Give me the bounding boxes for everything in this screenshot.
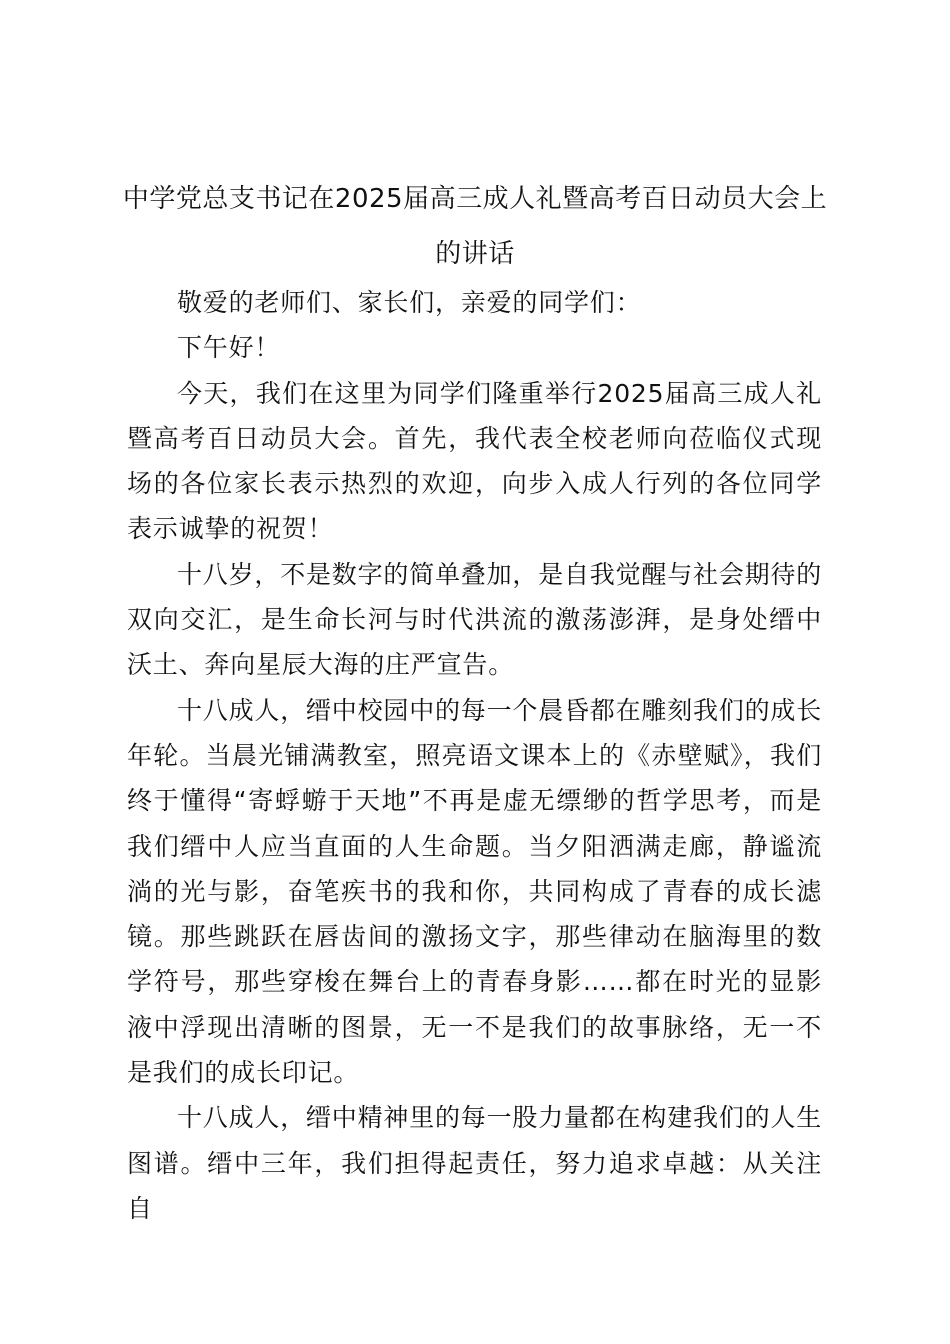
speech-title: 中学党总支书记在2025届高三成人礼暨高考百日动员大会上的讲话 xyxy=(122,184,828,269)
eighteen-paragraph: 十八岁，不是数字的简单叠加，是自我觉醒与社会期待的双向交汇，是生命长河与时代洪流的激荡澎湃，是身处缙中沃土、奔向星辰大海的庄严宣告。 xyxy=(127,559,823,680)
spirit-paragraph: 十八成人，缙中精神里的每一股力量都在构建我们的人生图谱。缙中三年，我们担得起责任，努力追求卓越：从关注自 xyxy=(127,1103,823,1223)
campus-paragraph: 十八成人，缙中校园中的每一个晨昏都在雕刻我们的成长年轮。当晨光铺满教室，照亮语文课本上的《赤壁赋》，我们终于懂得“寄蜉蝣于天地”不再是虚无缥缈的哲学思考，而是我们缙中人应当直面的人生命题。当夕阳洒满走廊，静谧流淌的光与影，奋笔疾书的我和你，共同构成了青春的成长滤镜。那些跳跃在唇齿间的激扬文字，那些律动在脑海里的数学符号，那些穿梭在舞台上的青春身影……都在时光的显影液中浮现出清晰的图景，无一不是我们的故事脉络，无一不是我们的成长印记。 xyxy=(127,695,823,1088)
opening-paragraph: 今天，我们在这里为同学们隆重举行2025届高三成人礼暨高考百日动员大会。首先，我代表全校老师向莅临仪式现场的各位家长表示热烈的欢迎，向步入成人行列的各位同学表示诚挚的祝贺！ xyxy=(127,378,822,544)
greeting-paragraph: 下午好！ xyxy=(177,333,281,363)
speech-body xyxy=(127,280,822,1231)
salutation-paragraph: 敬爱的老师们、家长们，亲爱的同学们： xyxy=(177,288,642,317)
